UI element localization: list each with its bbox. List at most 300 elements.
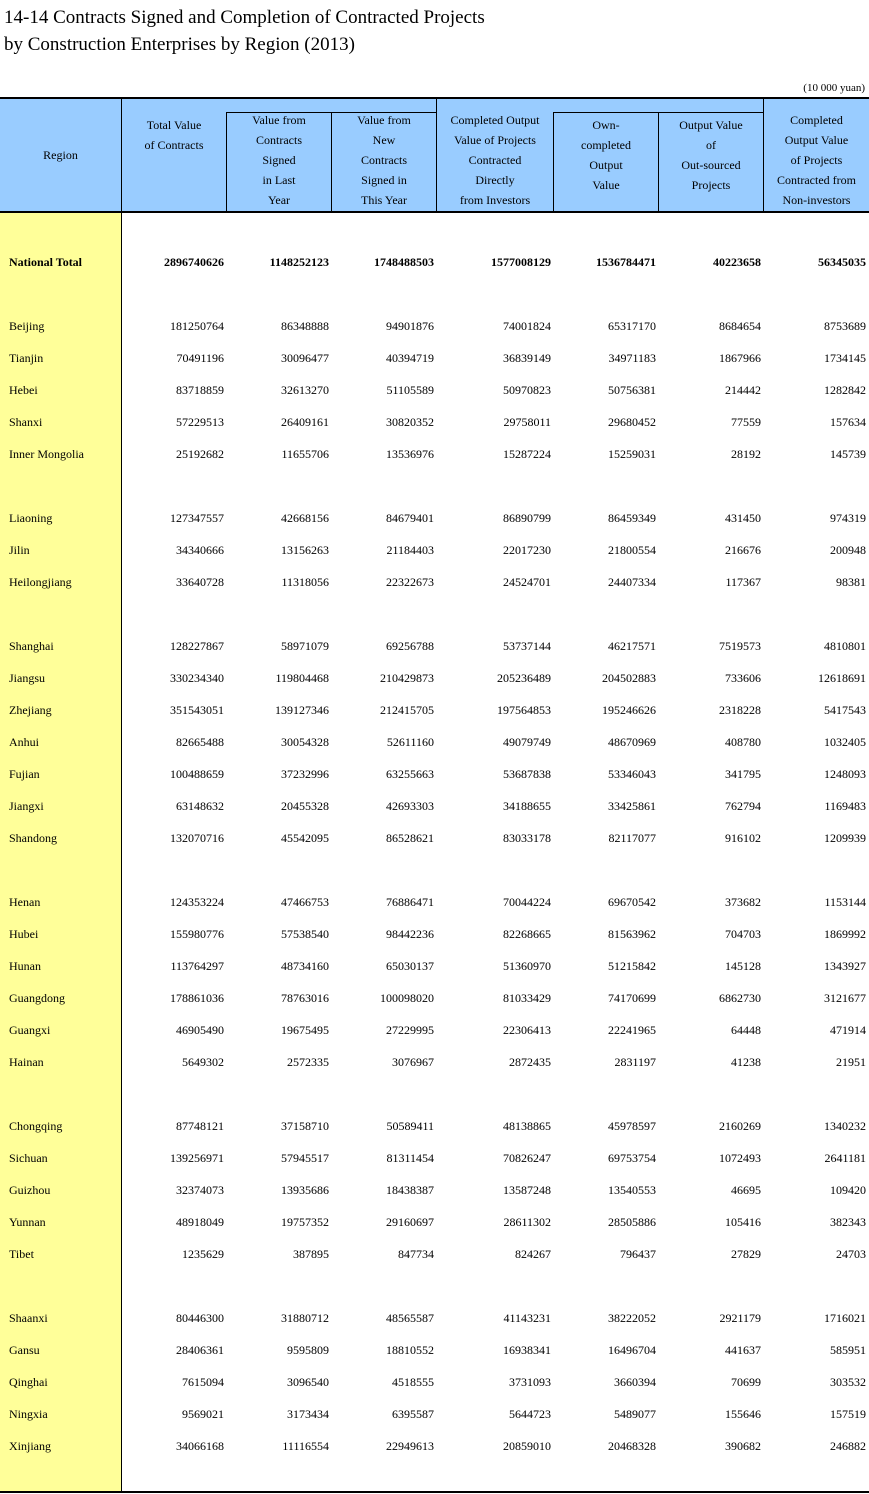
- cell-value: 64448: [731, 1023, 761, 1037]
- cell-value: 28192: [731, 447, 761, 461]
- region-name: Guangdong: [9, 991, 65, 1005]
- cell-value: 197564853: [497, 703, 551, 717]
- table-row: [0, 412, 869, 432]
- cell-value: 145128: [725, 959, 761, 973]
- cell-value: 216676: [725, 543, 761, 557]
- cell-value: 32613270: [281, 383, 329, 397]
- cell-value: 29680452: [608, 415, 656, 429]
- cell-value: 77559: [731, 415, 761, 429]
- header-divider: [331, 113, 332, 211]
- cell-value: 82268665: [503, 927, 551, 941]
- cell-value: 46217571: [608, 639, 656, 653]
- cell-value: 19675495: [281, 1023, 329, 1037]
- cell-value: 200948: [830, 543, 866, 557]
- cell-value: 98442236: [386, 927, 434, 941]
- table-row: [0, 1308, 869, 1328]
- cell-value: 15259031: [608, 447, 656, 461]
- cell-value: 32374073: [176, 1183, 224, 1197]
- cell-value: 21800554: [608, 543, 656, 557]
- cell-value: 84679401: [386, 511, 434, 525]
- cell-value: 3660394: [614, 1375, 656, 1389]
- table-row: [0, 572, 869, 592]
- region-name: Zhejiang: [9, 703, 52, 717]
- cell-value: 3076967: [392, 1055, 434, 1069]
- cell-value: 51360970: [503, 959, 551, 973]
- header-divider: [658, 113, 659, 211]
- header-completed-directly: Completed Output Value of Projects Contracted Directly from Investors: [450, 113, 540, 207]
- region-name: Jilin: [9, 543, 30, 557]
- region-name: Guizhou: [9, 1183, 51, 1197]
- cell-value: 26409161: [281, 415, 329, 429]
- cell-value: 13540553: [608, 1183, 656, 1197]
- header-non-investors: Completed Output Value of Projects Contracted from Non-investors: [777, 113, 856, 207]
- header-divider: [763, 99, 764, 211]
- cell-value: 25192682: [176, 447, 224, 461]
- cell-value: 63148632: [176, 799, 224, 813]
- cell-value: 1235629: [182, 1247, 224, 1261]
- region-name: Liaoning: [9, 511, 53, 525]
- table-row: [0, 1148, 869, 1168]
- region-name: National Total: [9, 255, 83, 269]
- table-row: [0, 1052, 869, 1072]
- cell-value: 109420: [830, 1183, 866, 1197]
- cell-value: 1536784471: [596, 255, 656, 269]
- cell-value: 21951: [836, 1055, 866, 1069]
- cell-value: 34188655: [503, 799, 551, 813]
- cell-value: 86890799: [503, 511, 551, 525]
- header-divider: [436, 99, 437, 211]
- cell-value: 20468328: [608, 1439, 656, 1453]
- cell-value: 2160269: [719, 1119, 761, 1133]
- header-total-value: Total Value of Contracts: [144, 118, 204, 152]
- cell-value: 70699: [731, 1375, 761, 1389]
- cell-value: 2318228: [719, 703, 761, 717]
- cell-value: 974319: [830, 511, 866, 525]
- cell-value: 81563962: [608, 927, 656, 941]
- cell-value: 139256971: [170, 1151, 224, 1165]
- cell-value: 76886471: [386, 895, 434, 909]
- cell-value: 11116554: [282, 1439, 329, 1453]
- cell-value: 1032405: [824, 735, 866, 749]
- cell-value: 1148252123: [269, 255, 329, 269]
- cell-value: 51215842: [608, 959, 656, 973]
- cell-value: 373682: [725, 895, 761, 909]
- cell-value: 16938341: [503, 1343, 551, 1357]
- cell-value: 53687838: [503, 767, 551, 781]
- cell-value: 74001824: [503, 319, 551, 333]
- cell-value: 50756381: [608, 383, 656, 397]
- cell-value: 9595809: [287, 1343, 329, 1357]
- table-bottom-border: [0, 1491, 869, 1493]
- cell-value: 1282842: [824, 383, 866, 397]
- cell-value: 36839149: [503, 351, 551, 365]
- cell-value: 48138865: [503, 1119, 551, 1133]
- cell-value: 30820352: [386, 415, 434, 429]
- region-name: Heilongjiang: [9, 575, 72, 589]
- cell-value: 24703: [836, 1247, 866, 1261]
- cell-value: 82117077: [608, 831, 656, 845]
- cell-value: 585951: [830, 1343, 866, 1357]
- cell-value: 471914: [830, 1023, 866, 1037]
- cell-value: 69256788: [386, 639, 434, 653]
- table-row: [0, 1020, 869, 1040]
- cell-value: 1072493: [719, 1151, 761, 1165]
- region-name: Xinjiang: [9, 1439, 51, 1453]
- region-name: Sichuan: [9, 1151, 48, 1165]
- cell-value: 28611302: [503, 1215, 551, 1229]
- cell-value: 24524701: [503, 575, 551, 589]
- cell-value: 157519: [830, 1407, 866, 1421]
- cell-value: 117367: [725, 575, 761, 589]
- cell-value: 98381: [836, 575, 866, 589]
- table-row: [0, 316, 869, 336]
- cell-value: 21184403: [386, 543, 434, 557]
- cell-value: 2831197: [614, 1055, 656, 1069]
- cell-value: 6395587: [392, 1407, 434, 1421]
- cell-value: 86528621: [386, 831, 434, 845]
- cell-value: 5649302: [182, 1055, 224, 1069]
- cell-value: 81311454: [386, 1151, 434, 1165]
- header-group-line: [553, 112, 763, 113]
- region-name: Beijing: [9, 319, 45, 333]
- cell-value: 22949613: [386, 1439, 434, 1453]
- cell-value: 30096477: [281, 351, 329, 365]
- cell-value: 82665488: [176, 735, 224, 749]
- table-row: [0, 540, 869, 560]
- cell-value: 132070716: [170, 831, 224, 845]
- cell-value: 5644723: [509, 1407, 551, 1421]
- cell-value: 70491196: [176, 351, 224, 365]
- cell-value: 8753689: [824, 319, 866, 333]
- cell-value: 1869992: [824, 927, 866, 941]
- cell-value: 1577008129: [491, 255, 551, 269]
- cell-value: 3731093: [509, 1375, 551, 1389]
- cell-value: 128227867: [170, 639, 224, 653]
- table-row: [0, 1244, 869, 1264]
- cell-value: 16496704: [608, 1343, 656, 1357]
- cell-value: 22017230: [503, 543, 551, 557]
- cell-value: 49079749: [503, 735, 551, 749]
- cell-value: 57945517: [281, 1151, 329, 1165]
- table-row: [0, 508, 869, 528]
- region-name: Anhui: [9, 735, 39, 749]
- table-row: [0, 700, 869, 720]
- table-row: [0, 348, 869, 368]
- cell-value: 40223658: [713, 255, 761, 269]
- region-name: Jiangxi: [9, 799, 44, 813]
- cell-value: 18438387: [386, 1183, 434, 1197]
- header-divider: [121, 99, 122, 211]
- cell-value: 30054328: [281, 735, 329, 749]
- cell-value: 22241965: [608, 1023, 656, 1037]
- cell-value: 86348888: [281, 319, 329, 333]
- cell-value: 113764297: [170, 959, 224, 973]
- cell-value: 46905490: [176, 1023, 224, 1037]
- header-own-completed: Own- completed Output Value: [581, 118, 631, 192]
- cell-value: 4518555: [392, 1375, 434, 1389]
- cell-value: 83718859: [176, 383, 224, 397]
- cell-value: 1169483: [824, 799, 866, 813]
- region-column-divider: [121, 213, 122, 1492]
- table-row: [0, 1340, 869, 1360]
- cell-value: 3173434: [287, 1407, 329, 1421]
- table-row: [0, 1180, 869, 1200]
- region-column-background: [0, 213, 121, 1492]
- cell-value: 124353224: [170, 895, 224, 909]
- cell-value: 824267: [515, 1247, 551, 1261]
- region-name: Fujian: [9, 767, 40, 781]
- table-row: [0, 1116, 869, 1136]
- table-header: [0, 97, 869, 213]
- cell-value: 80446300: [176, 1311, 224, 1325]
- cell-value: 47466753: [281, 895, 329, 909]
- cell-value: 1867966: [719, 351, 761, 365]
- cell-value: 155980776: [170, 927, 224, 941]
- cell-value: 12618691: [818, 671, 866, 685]
- cell-value: 27229995: [386, 1023, 434, 1037]
- cell-value: 210429873: [380, 671, 434, 685]
- cell-value: 11655706: [281, 447, 329, 461]
- cell-value: 441637: [725, 1343, 761, 1357]
- cell-value: 11318056: [281, 575, 329, 589]
- cell-value: 56345035: [818, 255, 866, 269]
- region-name: Henan: [9, 895, 41, 909]
- cell-value: 70044224: [503, 895, 551, 909]
- cell-value: 48918049: [176, 1215, 224, 1229]
- cell-value: 65317170: [608, 319, 656, 333]
- cell-value: 916102: [725, 831, 761, 845]
- region-name: Qinghai: [9, 1375, 48, 1389]
- region-name: Hebei: [9, 383, 38, 397]
- cell-value: 70826247: [503, 1151, 551, 1165]
- cell-value: 214442: [725, 383, 761, 397]
- cell-value: 74170699: [608, 991, 656, 1005]
- table-row: [0, 636, 869, 656]
- cell-value: 3121677: [824, 991, 866, 1005]
- region-name: Jiangsu: [9, 671, 45, 685]
- cell-value: 45542095: [281, 831, 329, 845]
- cell-value: 63255663: [386, 767, 434, 781]
- cell-value: 81033429: [503, 991, 551, 1005]
- cell-value: 29160697: [386, 1215, 434, 1229]
- cell-value: 178861036: [170, 991, 224, 1005]
- table-row: [0, 1372, 869, 1392]
- cell-value: 69670542: [608, 895, 656, 909]
- region-name: Chongqing: [9, 1119, 63, 1133]
- cell-value: 13587248: [503, 1183, 551, 1197]
- cell-value: 341795: [725, 767, 761, 781]
- cell-value: 127347557: [170, 511, 224, 525]
- cell-value: 382343: [830, 1215, 866, 1229]
- table-row: [0, 924, 869, 944]
- title-line-2: by Construction Enterprises by Region (2013): [4, 34, 355, 55]
- cell-value: 48734160: [281, 959, 329, 973]
- header-outsourced: Output Value of Out-sourced Projects: [679, 118, 743, 192]
- unit-label: (10 000 yuan): [803, 82, 865, 94]
- region-name: Shaanxi: [9, 1311, 48, 1325]
- table-row: [0, 1436, 869, 1456]
- cell-value: 181250764: [170, 319, 224, 333]
- header-value-last-year: Value from Contracts Signed in Last Year: [252, 113, 306, 207]
- cell-value: 86459349: [608, 511, 656, 525]
- cell-value: 48670969: [608, 735, 656, 749]
- cell-value: 204502883: [602, 671, 656, 685]
- cell-value: 762794: [725, 799, 761, 813]
- header-divider: [553, 113, 554, 211]
- cell-value: 18810552: [386, 1343, 434, 1357]
- cell-value: 119804468: [275, 671, 329, 685]
- cell-value: 1343927: [824, 959, 866, 973]
- cell-value: 2572335: [287, 1055, 329, 1069]
- cell-value: 53737144: [503, 639, 551, 653]
- cell-value: 2896740626: [164, 255, 224, 269]
- table-row: [0, 796, 869, 816]
- region-name: Hainan: [9, 1055, 44, 1069]
- cell-value: 1248093: [824, 767, 866, 781]
- cell-value: 45978597: [608, 1119, 656, 1133]
- header-value-this-year: Value from New Contracts Signed in This Year: [357, 113, 411, 207]
- cell-value: 29758011: [503, 415, 551, 429]
- cell-value: 205236489: [497, 671, 551, 685]
- cell-value: 387895: [293, 1247, 329, 1261]
- cell-value: 100488659: [170, 767, 224, 781]
- cell-value: 7615094: [182, 1375, 224, 1389]
- cell-value: 22322673: [386, 575, 434, 589]
- cell-value: 4810801: [824, 639, 866, 653]
- table-row: [0, 380, 869, 400]
- table-row: [0, 764, 869, 784]
- header-divider: [226, 113, 227, 211]
- cell-value: 2872435: [509, 1055, 551, 1069]
- cell-value: 330234340: [170, 671, 224, 685]
- region-name: Hunan: [9, 959, 41, 973]
- cell-value: 27829: [731, 1247, 761, 1261]
- cell-value: 13935686: [281, 1183, 329, 1197]
- cell-value: 1153144: [824, 895, 866, 909]
- table-row: [0, 1212, 869, 1232]
- region-name: Tibet: [9, 1247, 34, 1261]
- cell-value: 155646: [725, 1407, 761, 1421]
- cell-value: 733606: [725, 671, 761, 685]
- cell-value: 57229513: [176, 415, 224, 429]
- cell-value: 65030137: [386, 959, 434, 973]
- cell-value: 1734145: [824, 351, 866, 365]
- table-row: [0, 668, 869, 688]
- cell-value: 94901876: [386, 319, 434, 333]
- cell-value: 2921179: [719, 1311, 761, 1325]
- region-name: Inner Mongolia: [9, 447, 84, 461]
- cell-value: 2641181: [824, 1151, 866, 1165]
- title-line-1: 14-14 Contracts Signed and Completion of Contracted Projects: [4, 7, 485, 28]
- cell-value: 704703: [725, 927, 761, 941]
- cell-value: 5489077: [614, 1407, 656, 1421]
- cell-value: 13156263: [281, 543, 329, 557]
- cell-value: 195246626: [602, 703, 656, 717]
- cell-value: 33425861: [608, 799, 656, 813]
- cell-value: 7519573: [719, 639, 761, 653]
- cell-value: 38222052: [608, 1311, 656, 1325]
- cell-value: 20859010: [503, 1439, 551, 1453]
- cell-value: 34066168: [176, 1439, 224, 1453]
- cell-value: 1748488503: [374, 255, 434, 269]
- cell-value: 431450: [725, 511, 761, 525]
- cell-value: 15287224: [503, 447, 551, 461]
- cell-value: 57538540: [281, 927, 329, 941]
- cell-value: 1340232: [824, 1119, 866, 1133]
- cell-value: 28505886: [608, 1215, 656, 1229]
- cell-value: 5417543: [824, 703, 866, 717]
- table-row: [0, 1404, 869, 1424]
- cell-value: 212415705: [380, 703, 434, 717]
- table-row: [0, 956, 869, 976]
- cell-value: 1209939: [824, 831, 866, 845]
- cell-value: 40394719: [386, 351, 434, 365]
- region-name: Gansu: [9, 1343, 40, 1357]
- cell-value: 31880712: [281, 1311, 329, 1325]
- table-row: [0, 444, 869, 464]
- cell-value: 1716021: [824, 1311, 866, 1325]
- cell-value: 20455328: [281, 799, 329, 813]
- cell-value: 37158710: [281, 1119, 329, 1133]
- cell-value: 24407334: [608, 575, 656, 589]
- cell-value: 52611160: [386, 735, 434, 749]
- cell-value: 69753754: [608, 1151, 656, 1165]
- cell-value: 13536976: [386, 447, 434, 461]
- header-group-line: [226, 112, 436, 113]
- region-name: Guangxi: [9, 1023, 51, 1037]
- cell-value: 145739: [830, 447, 866, 461]
- region-name: Shanxi: [9, 415, 43, 429]
- cell-value: 41238: [731, 1055, 761, 1069]
- cell-value: 303532: [830, 1375, 866, 1389]
- region-name: Shandong: [9, 831, 57, 845]
- cell-value: 87748121: [176, 1119, 224, 1133]
- cell-value: 46695: [731, 1183, 761, 1197]
- cell-value: 351543051: [170, 703, 224, 717]
- cell-value: 42693303: [386, 799, 434, 813]
- cell-value: 390682: [725, 1439, 761, 1453]
- cell-value: 28406361: [176, 1343, 224, 1357]
- cell-value: 42668156: [281, 511, 329, 525]
- table-row: [0, 892, 869, 912]
- cell-value: 53346043: [608, 767, 656, 781]
- page-title: [4, 4, 485, 58]
- table-row: [0, 732, 869, 752]
- cell-value: 3096540: [287, 1375, 329, 1389]
- cell-value: 37232996: [281, 767, 329, 781]
- cell-value: 22306413: [503, 1023, 551, 1037]
- cell-value: 9569021: [182, 1407, 224, 1421]
- cell-value: 78763016: [281, 991, 329, 1005]
- cell-value: 6862730: [719, 991, 761, 1005]
- region-name: Ningxia: [9, 1407, 48, 1421]
- national-total-row: [0, 252, 869, 272]
- table-row: [0, 828, 869, 848]
- cell-value: 139127346: [275, 703, 329, 717]
- cell-value: 847734: [398, 1247, 434, 1261]
- cell-value: 33640728: [176, 575, 224, 589]
- cell-value: 100098020: [380, 991, 434, 1005]
- header-region: Region: [43, 148, 78, 162]
- cell-value: 34971183: [608, 351, 656, 365]
- cell-value: 48565587: [386, 1311, 434, 1325]
- region-name: Tianjin: [9, 351, 44, 365]
- cell-value: 83033178: [503, 831, 551, 845]
- region-name: Shanghai: [9, 639, 54, 653]
- table-row: [0, 988, 869, 1008]
- cell-value: 246882: [830, 1439, 866, 1453]
- cell-value: 51105589: [386, 383, 434, 397]
